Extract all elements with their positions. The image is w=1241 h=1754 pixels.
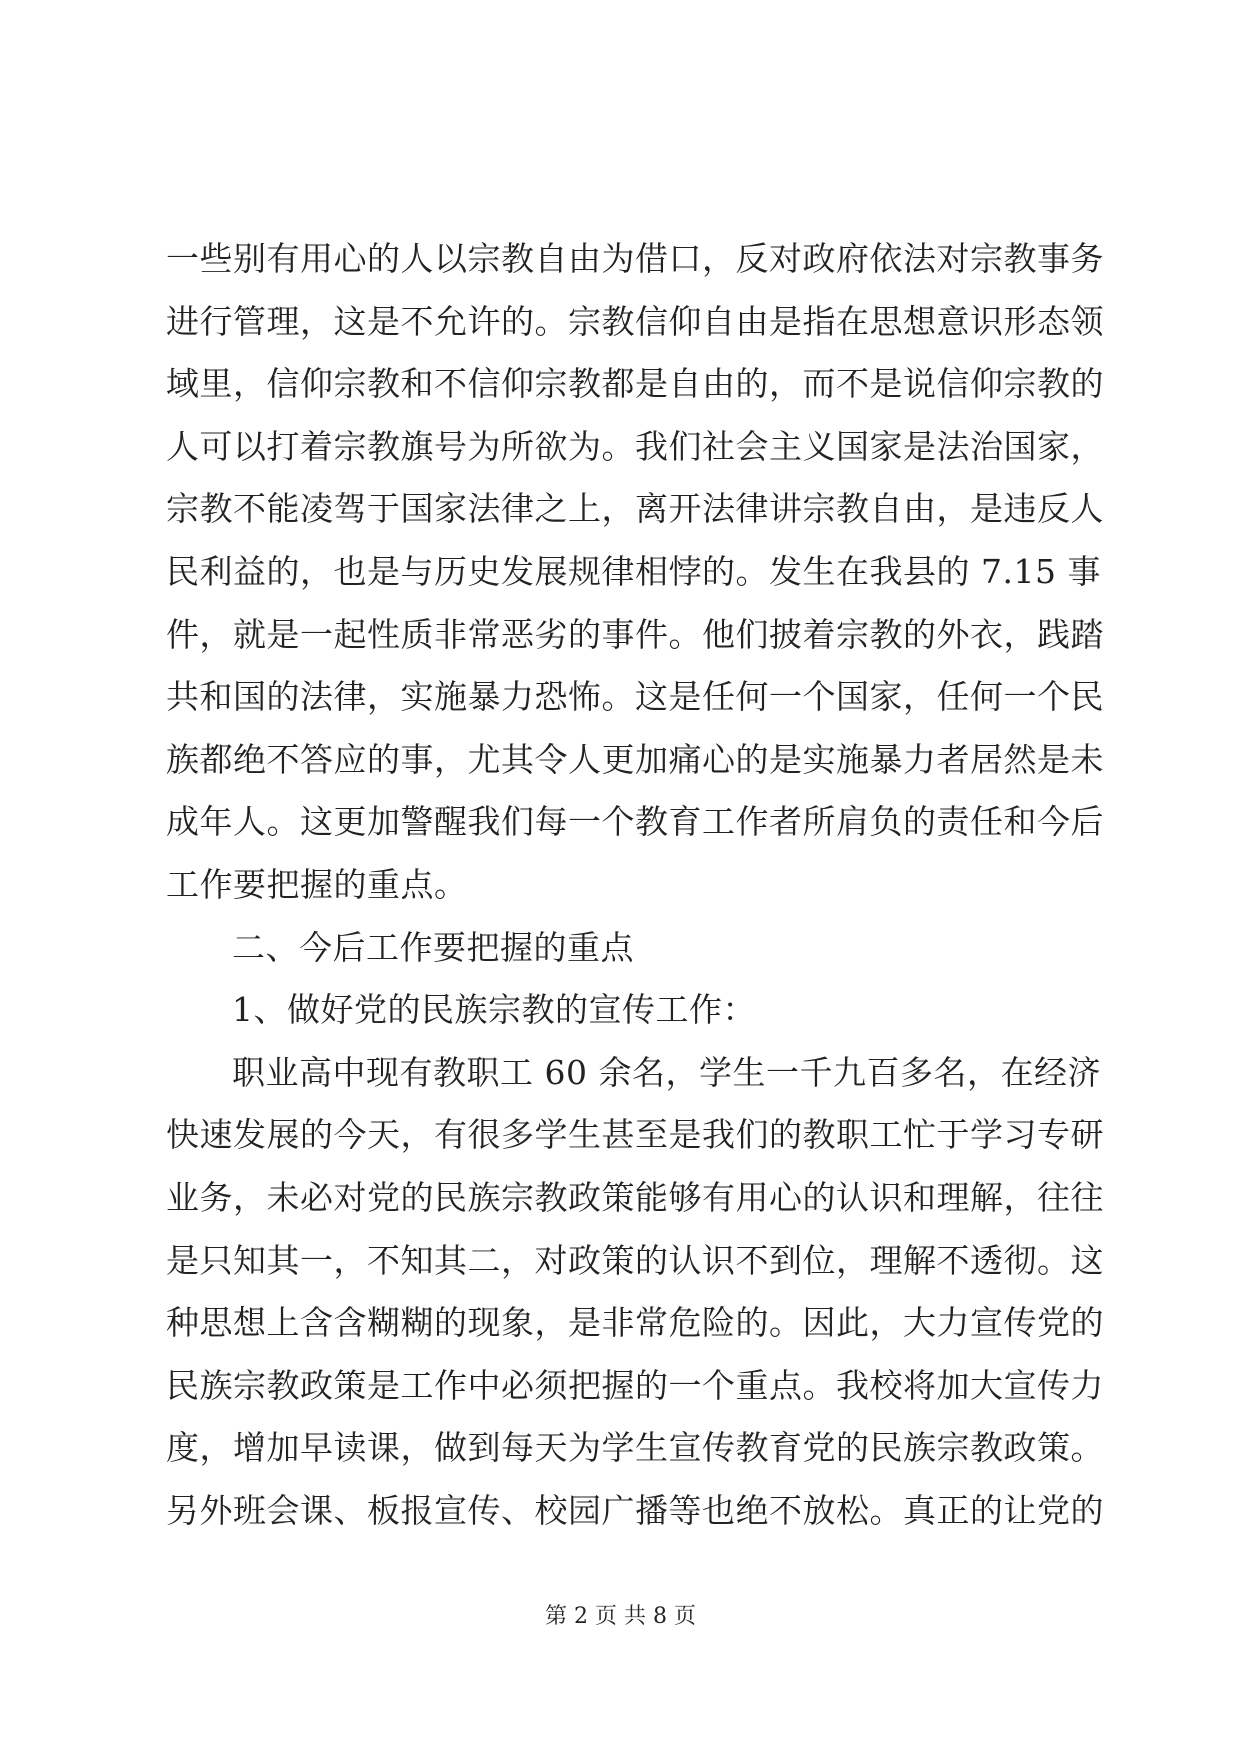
text-line: 人可以打着宗教旗号为所欲为。我们社会主义国家是法治国家， <box>166 426 1104 466</box>
text-line: 另外班会课、板报宣传、校园广播等也绝不放松。真正的让党的 <box>166 1490 1104 1530</box>
text-line: 共和国的法律，实施暴力恐怖。这是任何一个国家，任何一个民 <box>166 677 1104 717</box>
page-number: 第 2 页 共 8 页 <box>545 1604 696 1629</box>
text-line: 一些别有用心的人以宗教自由为借口，反对政府依法对宗教事务 <box>166 239 1104 278</box>
text-line: 民利益的，也是与历史发展规律相悖的。发生在我县的 7.15 事 <box>166 551 1101 591</box>
text-line: 度，增加早读课，做到每天为学生宣传教育党的民族宗教政策。 <box>166 1428 1104 1468</box>
text-line: 成年人。这更加警醒我们每一个教育工作者所肩负的责任和今后 <box>166 802 1104 842</box>
text-line: 宗教不能凌驾于国家法律之上，离开法律讲宗教自由，是违反人 <box>166 489 1104 529</box>
page-footer <box>0 1602 1241 1632</box>
text-line: 业务，未必对党的民族宗教政策能够有用心的认识和理解，往往 <box>166 1177 1104 1217</box>
text-line: 工作要把握的重点。 <box>166 864 468 904</box>
text-line: 进行管理，这是不允许的。宗教信仰自由是指在思想意识形态领 <box>166 301 1104 341</box>
text-line: 族都绝不答应的事，尤其令人更加痛心的是实施暴力者居然是未 <box>166 739 1104 779</box>
text-line: 二、今后工作要把握的重点 <box>232 927 634 967</box>
text-line: 职业高中现有教职工 60 余名，学生一千九百多名，在经济 <box>232 1052 1101 1092</box>
text-line: 民族宗教政策是工作中必须把握的一个重点。我校将加大宣传力 <box>166 1365 1104 1405</box>
text-line: 域里，信仰宗教和不信仰宗教都是自由的，而不是说信仰宗教的 <box>166 364 1104 404</box>
text-line: 1、做好党的民族宗教的宣传工作： <box>232 990 756 1030</box>
text-line: 是只知其一，不知其二，对政策的认识不到位，理解不透彻。这 <box>166 1240 1104 1280</box>
text-line: 种思想上含含糊糊的现象，是非常危险的。因此，大力宣传党的 <box>166 1303 1104 1343</box>
text-line: 件，就是一起性质非常恶劣的事件。他们披着宗教的外衣，践踏 <box>166 614 1104 654</box>
text-line: 快速发展的今天，有很多学生甚至是我们的教职工忙于学习专研 <box>166 1115 1104 1155</box>
document-body <box>166 228 1104 1542</box>
